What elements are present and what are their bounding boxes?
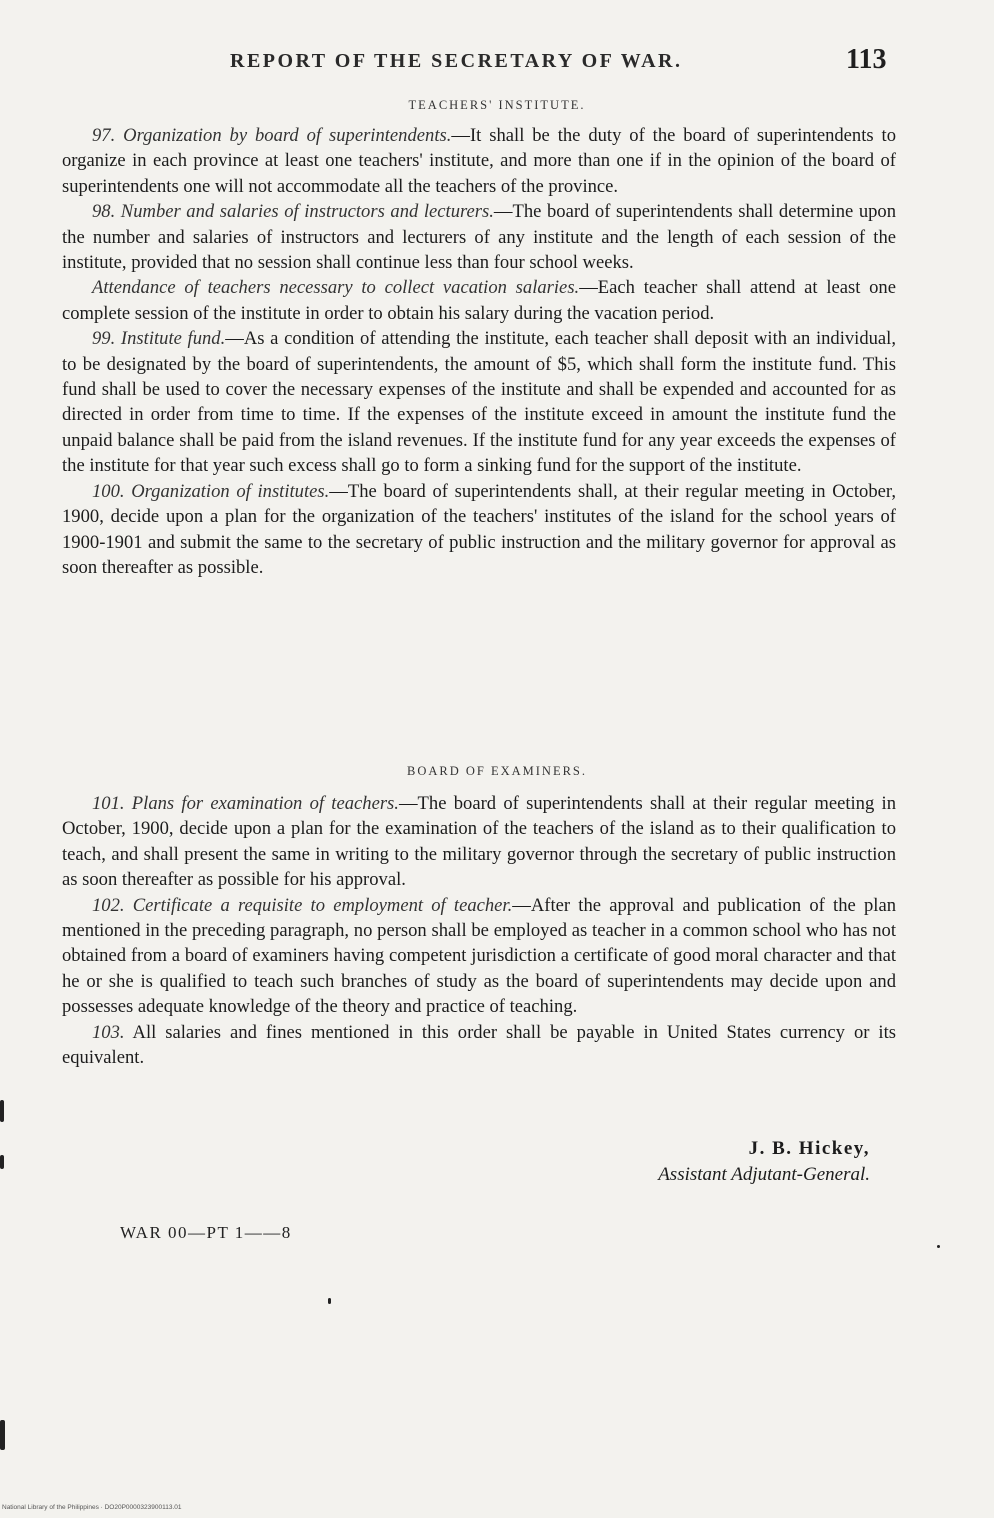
paragraph-label: 102. Certificate a requisite to employment of teacher. [92, 894, 513, 916]
printer-signature-mark: WAR 00—PT 1——8 [120, 1223, 292, 1242]
paragraph-label: Attendance of teachers necessary to collect vacation salaries. [92, 277, 580, 299]
paragraph-text: —As a condition of attending the institute, each teacher shall deposit with an individual, to be designated by the board of superintendents, the amount of $5, which shall form the institute fund. This fund shall be used to cover the necessary expenses of the institute and shall be expended and accounted for as directed in order from time to time. If the expenses of the institute exceed in amount the institute fund the unpaid balance shall be paid from the island revenues. If the institute fund for any year exceeds the expenses of the institute for that year such excess shall go to form a sinking fund for the support of the institute. [62, 328, 896, 477]
paragraph-text: —The board of superintendents shall at their regular meeting in October, 1900, decide upon a plan for the examination of the teachers of the island as to their qualification to teach, and shall present the same in writing to the military governor through the secretary of public instruction as soon thereafter as possible for his approval. [62, 793, 896, 891]
paragraph-102 [62, 893, 896, 1020]
scan-speck [328, 1298, 331, 1304]
paragraph-text: —After the approval and publication of the plan mentioned in the preceding paragraph, no person shall be employed as teacher in a common school who has not obtained from a board of examiners having competent jurisdiction a certificate of good moral character and that he or she is qualified to teach such branches of study as the board of superintendents may decide upon and possesses adequate knowledge of the theory and practice of teaching. [62, 894, 896, 1018]
section-heading-teachers-institute: TEACHERS' INSTITUTE. [408, 98, 586, 112]
paragraph-103 [62, 1020, 896, 1071]
paragraph-text: —Each teacher shall attend at least one complete session of the institute in order to obtain his salary during the vacation period. [62, 277, 896, 324]
signatory-name: J. B. Hickey, [748, 1138, 870, 1159]
signature-block [600, 1138, 870, 1186]
scan-edge-mark [0, 1420, 5, 1450]
scan-edge-mark [0, 1100, 4, 1122]
paragraph-text: All salaries and fines mentioned in this order shall be payable in United States currency or its equivalent. [62, 1021, 896, 1069]
section-body-board-of-examiners [62, 791, 896, 1070]
paragraph-text: —The board of superintendents shall determine upon the number and salaries of instructors and lecturers of any institute and the length of each session of the institute, provided that no session shall continue less than four school weeks. [62, 201, 897, 274]
scan-speck [937, 1245, 940, 1248]
signatory-title: Assistant Adjutant-General. [658, 1164, 870, 1185]
paragraph-101 [62, 791, 896, 893]
section-body-teachers-institute [62, 123, 896, 580]
paragraph-97 [62, 123, 896, 199]
paragraph-99 [62, 326, 896, 478]
paragraph-label: 98. Number and salaries of instructors and lecturers. [92, 201, 494, 223]
paragraph-label: 101. Plans for examination of teachers. [92, 793, 399, 814]
paragraph-attendance [62, 275, 896, 326]
section-heading-board-of-examiners: BOARD OF EXAMINERS. [406, 764, 588, 778]
paragraph-100 [62, 479, 896, 581]
running-head: REPORT OF THE SECRETARY OF WAR. [230, 50, 683, 72]
paragraph-label: 100. Organization of institutes. [92, 480, 330, 502]
paragraph-text: —The board of superintendents shall, at their regular meeting in October, 1900, decide upon a plan for the organization of the teachers' institutes of the island for the school years of 1900-1901 and submit the same to the secretary of public instruction and the military governor for approval as soon thereafter as possible. [62, 480, 896, 578]
scan-edge-mark [0, 1155, 4, 1169]
paragraph-text: —It shall be the duty of the board of superintendents to organize in each province at least one teachers' institute, and more than one if in the opinion of the board of superintendents one will not accommodate all the teachers of the province. [62, 125, 896, 197]
scan-footer-note: National Library of the Philippines · DO20P0000323900113.01 [2, 1504, 182, 1511]
paragraph-98 [62, 199, 896, 275]
paragraph-label: 103. [92, 1021, 125, 1043]
paragraph-label: 97. Organization by board of superintendents. [92, 125, 452, 146]
paragraph-label: 99. Institute fund. [92, 328, 226, 350]
page-number: 113 [846, 44, 887, 75]
